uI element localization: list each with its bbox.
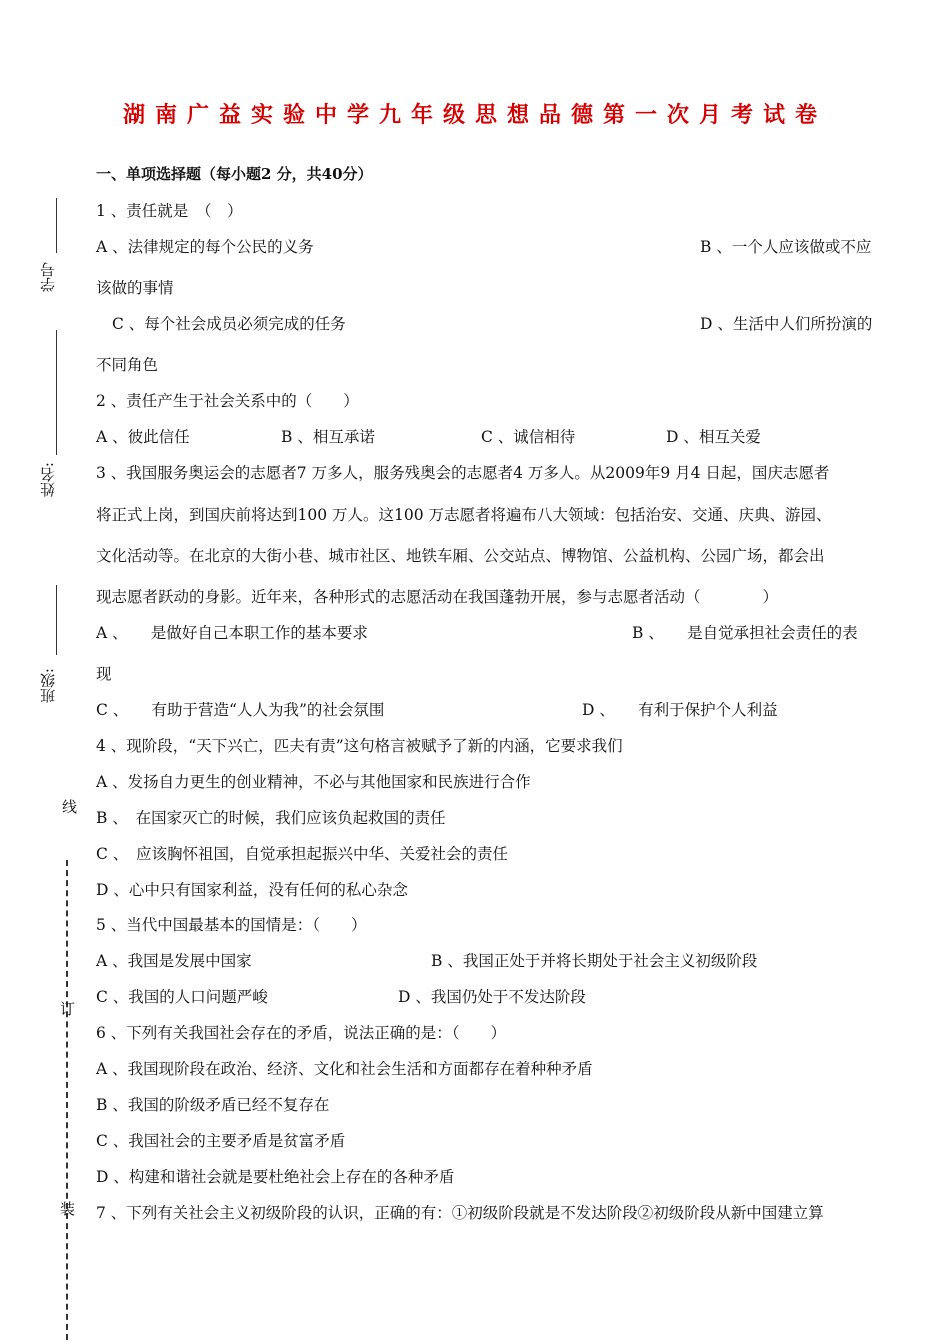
option-6d: D 、构建和谐社会就是要杜绝社会上存在的各种矛盾 [96, 1168, 455, 1186]
option-3c: C 、 有助于营造“人人为我”的社会氛围 [96, 701, 385, 719]
option-5b: B 、我国正处于并将长期处于社会主义初级阶段 [431, 952, 758, 970]
label-class: 班级: [39, 668, 57, 704]
option-2a: A 、彼此信任 [96, 428, 190, 446]
option-5c: C 、我国的人口问题严峻 [96, 988, 268, 1006]
margin-line-top [56, 198, 57, 253]
question-3-line3: 文化活动等。在北京的大街小巷、城市社区、地铁车厢、公交站点、博物馆、公益机构、公园广场，都会出 [96, 547, 825, 565]
exam-title: 湖南广益实验中学九年级思想品德第一次月考试卷 [122, 102, 827, 128]
option-4c: C 、 应该胸怀祖国，自觉承担起振兴中华、关爱社会的责任 [96, 845, 509, 863]
option-2d: D 、相互关爱 [666, 428, 761, 446]
option-4b: B 、 在国家灭亡的时候，我们应该负起救国的责任 [96, 809, 446, 827]
label-student-id: 学号 [39, 262, 57, 292]
label-cut-line: 线 [62, 798, 78, 816]
option-1c: C 、每个社会成员必须完成的任务 [112, 315, 346, 333]
option-2b: B 、相互承诺 [281, 428, 375, 446]
option-3d: D 、 有利于保护个人利益 [582, 701, 778, 719]
section-heading: 一、单项选择题（每小题2 分，共40分） [96, 165, 373, 183]
option-6c: C 、我国社会的主要矛盾是贫富矛盾 [96, 1132, 346, 1150]
label-name: 姓名: [39, 462, 57, 498]
question-3-line4: 现志愿者跃动的身影。近年来，各种形式的志愿活动在我国蓬勃开展，参与志愿者活动（ ） [96, 588, 779, 606]
margin-line-name [56, 585, 57, 655]
question-3-line2: 将正式上岗，到国庆前将达到100 万人。这100 万志愿者将遍布八大领域：包括治安、交通、庆典、游园、 [96, 506, 832, 524]
option-5d: D 、我国仍处于不发达阶段 [398, 988, 586, 1006]
option-1a: A 、法律规定的每个公民的义务 [96, 238, 314, 256]
option-3b-cont: 现 [96, 665, 112, 683]
label-bind: 装 [60, 1200, 76, 1218]
option-2c: C 、诚信相待 [481, 428, 576, 446]
binding-dashed-line [66, 860, 68, 1340]
question-3-line1: 3 、我国服务奥运会的志愿者7 万多人，服务残奥会的志愿者4 万多人。从2009年9 月4 日起，国庆志愿者 [96, 464, 830, 482]
question-7: 7 、下列有关社会主义初级阶段的认识，正确的有：①初级阶段就是不发达阶段②初级阶段从新中国建立算 [96, 1204, 824, 1222]
question-6: 6 、下列有关我国社会存在的矛盾，说法正确的是：（ ） [96, 1024, 507, 1042]
option-1d-cont: 不同角色 [96, 356, 159, 374]
option-1b: B 、一个人应该做或不应 [700, 238, 872, 256]
option-3b: B 、 是自觉承担社会责任的表 [632, 624, 858, 642]
option-1b-cont: 该做的事情 [96, 279, 174, 297]
margin-line-id [56, 330, 57, 455]
option-4a: A 、发扬自力更生的创业精神，不必与其他国家和民族进行合作 [96, 773, 531, 791]
label-staple: 订 [60, 1000, 76, 1018]
question-1: 1 、责任就是 （ ） [96, 202, 243, 220]
question-5: 5 、当代中国最基本的国情是：（ ） [96, 916, 367, 934]
option-6a: A 、我国现阶段在政治、经济、文化和社会生活和方面都存在着种种矛盾 [96, 1060, 593, 1078]
option-5a: A 、我国是发展中国家 [96, 952, 252, 970]
question-2: 2 、责任产生于社会关系中的（ ） [96, 392, 359, 410]
question-4: 4 、现阶段，“天下兴亡，匹夫有责”这句格言被赋予了新的内涵，它要求我们 [96, 737, 623, 755]
option-6b: B 、我国的阶级矛盾已经不复存在 [96, 1096, 330, 1114]
option-4d: D 、心中只有国家利益，没有任何的私心杂念 [96, 881, 408, 899]
option-3a: A 、 是做好自己本职工作的基本要求 [96, 624, 368, 642]
option-1d: D 、生活中人们所扮演的 [700, 315, 873, 333]
